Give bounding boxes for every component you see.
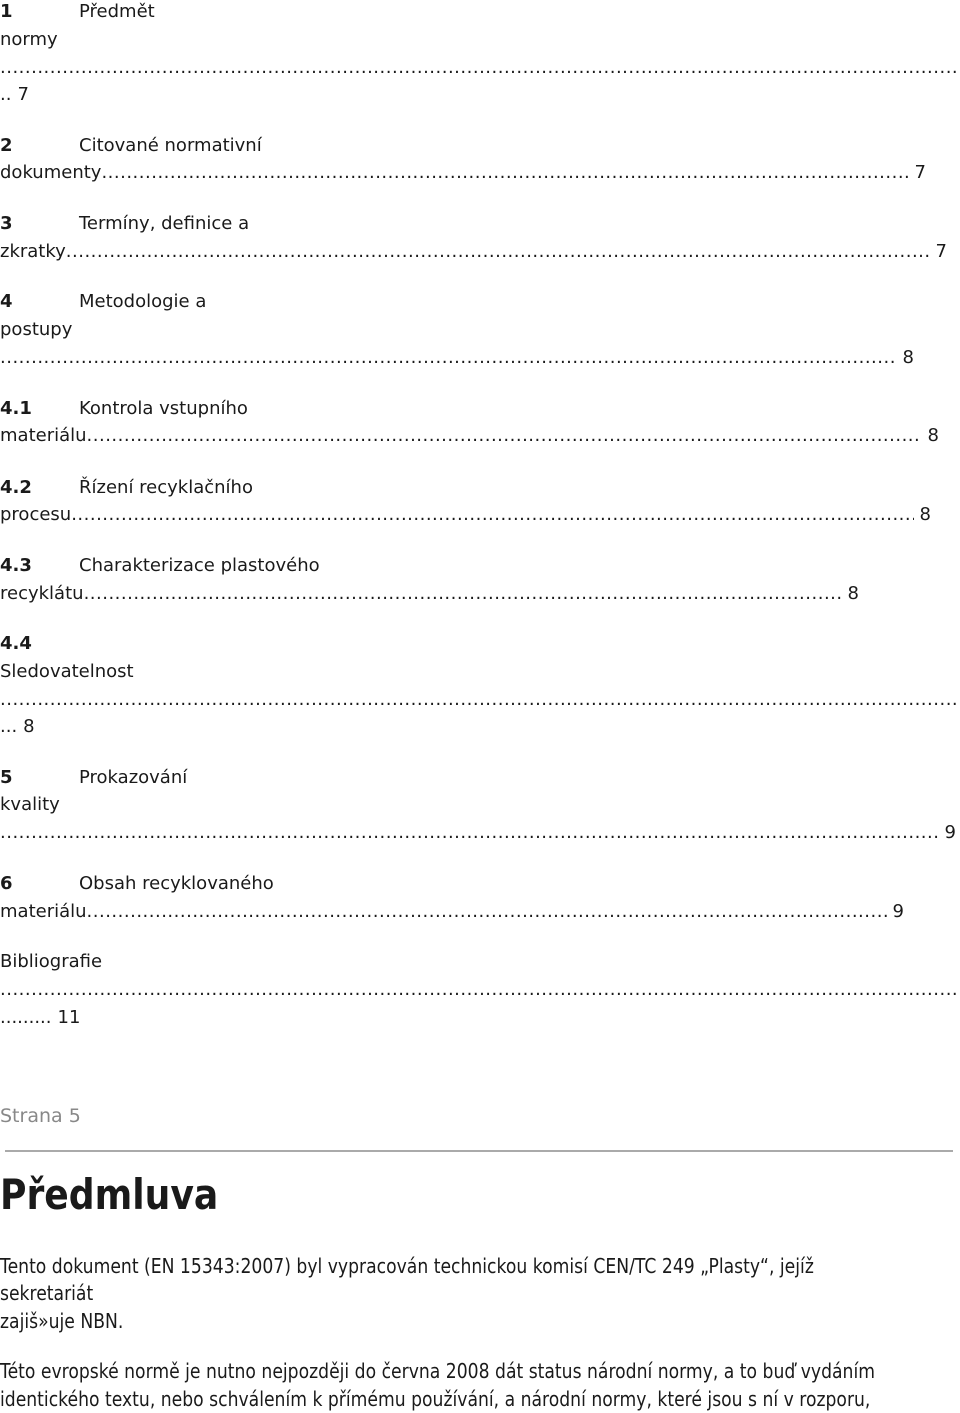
- toc-entry-3[interactable]: [0, 210, 249, 238]
- toc-title: Kontrola vstupního: [79, 398, 248, 419]
- dots: [0, 54, 960, 82]
- paragraph-2-line-1: Této evropské normě je nutno nejpozději do června 2008 dát status národní normy, a to buď vydáním: [0, 1359, 875, 1383]
- toc-number: 4.1: [0, 398, 32, 419]
- toc-page: 9: [892, 901, 904, 922]
- toc-title: postupy: [0, 319, 73, 340]
- toc-number: 3: [0, 213, 13, 234]
- toc-title: Sledovatelnost: [0, 661, 134, 682]
- toc-number: 4.3: [0, 555, 32, 576]
- toc-page: 9: [944, 822, 956, 843]
- dots: [0, 686, 960, 714]
- toc-title: Charakterizace plastového: [79, 555, 320, 576]
- toc-number: 1: [0, 1, 13, 22]
- toc-title-cont: [0, 791, 60, 819]
- toc-page: 8: [23, 716, 35, 737]
- toc-entry-4-1[interactable]: [0, 395, 248, 423]
- section-title: Předmluva: [0, 1170, 219, 1219]
- toc-entry-5[interactable]: [0, 764, 187, 792]
- toc-leader-row: [0, 819, 956, 847]
- dots: [87, 422, 922, 450]
- paragraph-1-line-1: Tento dokument (EN 15343:2007) byl vypracován technickou komisí CEN/TC 249 „Plasty“, jejíž: [0, 1254, 814, 1278]
- toc-page: 7: [914, 162, 926, 183]
- toc-page: 7: [17, 84, 29, 105]
- paragraph-1-line-2: sekretariát: [0, 1281, 94, 1305]
- toc-leader-row: [0, 344, 914, 372]
- toc-entry-2[interactable]: [0, 132, 262, 160]
- dot-leader: [0, 54, 960, 82]
- toc-number: 6: [0, 873, 13, 894]
- toc-title: Prokazování: [79, 767, 188, 788]
- toc-title: dokumenty: [0, 162, 102, 183]
- toc-leader-row: [0, 422, 939, 450]
- toc-number: 5: [0, 767, 13, 788]
- toc-leader-row: [0, 238, 947, 266]
- toc-page: 8: [902, 347, 914, 368]
- toc-page: 8: [847, 583, 859, 604]
- dots: [84, 580, 842, 608]
- toc-number: 2: [0, 135, 13, 156]
- dots: [101, 159, 908, 187]
- toc-title-cont: [0, 658, 134, 686]
- toc-page-row: .. 7: [0, 81, 29, 109]
- divider: [5, 1150, 953, 1152]
- toc-entry-bibliography[interactable]: [0, 948, 102, 976]
- dot-leader: [0, 976, 960, 1004]
- toc-title: normy: [0, 29, 58, 50]
- toc-title: procesu: [0, 504, 72, 525]
- toc-title: Bibliografie: [0, 951, 103, 972]
- dot-leader: [0, 686, 960, 714]
- toc-entry-1[interactable]: [0, 0, 155, 26]
- toc-number: 4.4: [0, 633, 32, 654]
- toc-page: 8: [919, 504, 931, 525]
- toc-title-cont: [0, 26, 58, 54]
- toc-title: recyklátu: [0, 583, 84, 604]
- toc-leader-row: [0, 580, 859, 608]
- toc-title: Obsah recyklovaného: [79, 873, 274, 894]
- toc-leader-row: [0, 898, 904, 926]
- paragraph-2-line-2: identického textu, nebo schválením k přímému používání, a národní normy, které jsou s ní v rozporu,: [0, 1387, 871, 1411]
- toc-title: Řízení recyklačního: [79, 477, 253, 498]
- toc-entry-6[interactable]: [0, 870, 274, 898]
- toc-title: Metodologie a: [79, 291, 207, 312]
- dots: [0, 976, 960, 1004]
- page-label: Strana 5: [0, 1105, 81, 1127]
- dots: [0, 344, 897, 372]
- toc-entry-4-4[interactable]: [0, 630, 79, 658]
- toc-entry-4-2[interactable]: [0, 474, 253, 502]
- toc-leader-row: [0, 501, 931, 529]
- toc-number: 4.2: [0, 477, 32, 498]
- toc-title-cont: [0, 316, 72, 344]
- toc-title: Termíny, definice a: [79, 213, 250, 234]
- toc-title: Předmět: [79, 1, 155, 22]
- toc-entry-4-3[interactable]: [0, 552, 320, 580]
- toc-page-row: ......... 11: [0, 1004, 80, 1032]
- toc-entry-4[interactable]: [0, 288, 206, 316]
- paragraph-1-line-3: zajiš»uje NBN.: [0, 1309, 124, 1333]
- toc-leader-row: [0, 159, 926, 187]
- toc-page: 7: [935, 241, 947, 262]
- toc-number: 4: [0, 291, 13, 312]
- toc-page-row: ... 8: [0, 713, 35, 741]
- dots: [87, 898, 887, 926]
- toc-title: materiálu: [0, 425, 87, 446]
- toc-page: 8: [927, 425, 939, 446]
- toc-title: materiálu: [0, 901, 87, 922]
- toc-title: Citované normativní: [79, 135, 262, 156]
- toc-page: 11: [57, 1007, 81, 1028]
- dots: [0, 819, 939, 847]
- dots: [66, 238, 930, 266]
- toc-title: kvality: [0, 794, 60, 815]
- toc-title: zkratky: [0, 241, 66, 262]
- dots: [71, 501, 913, 529]
